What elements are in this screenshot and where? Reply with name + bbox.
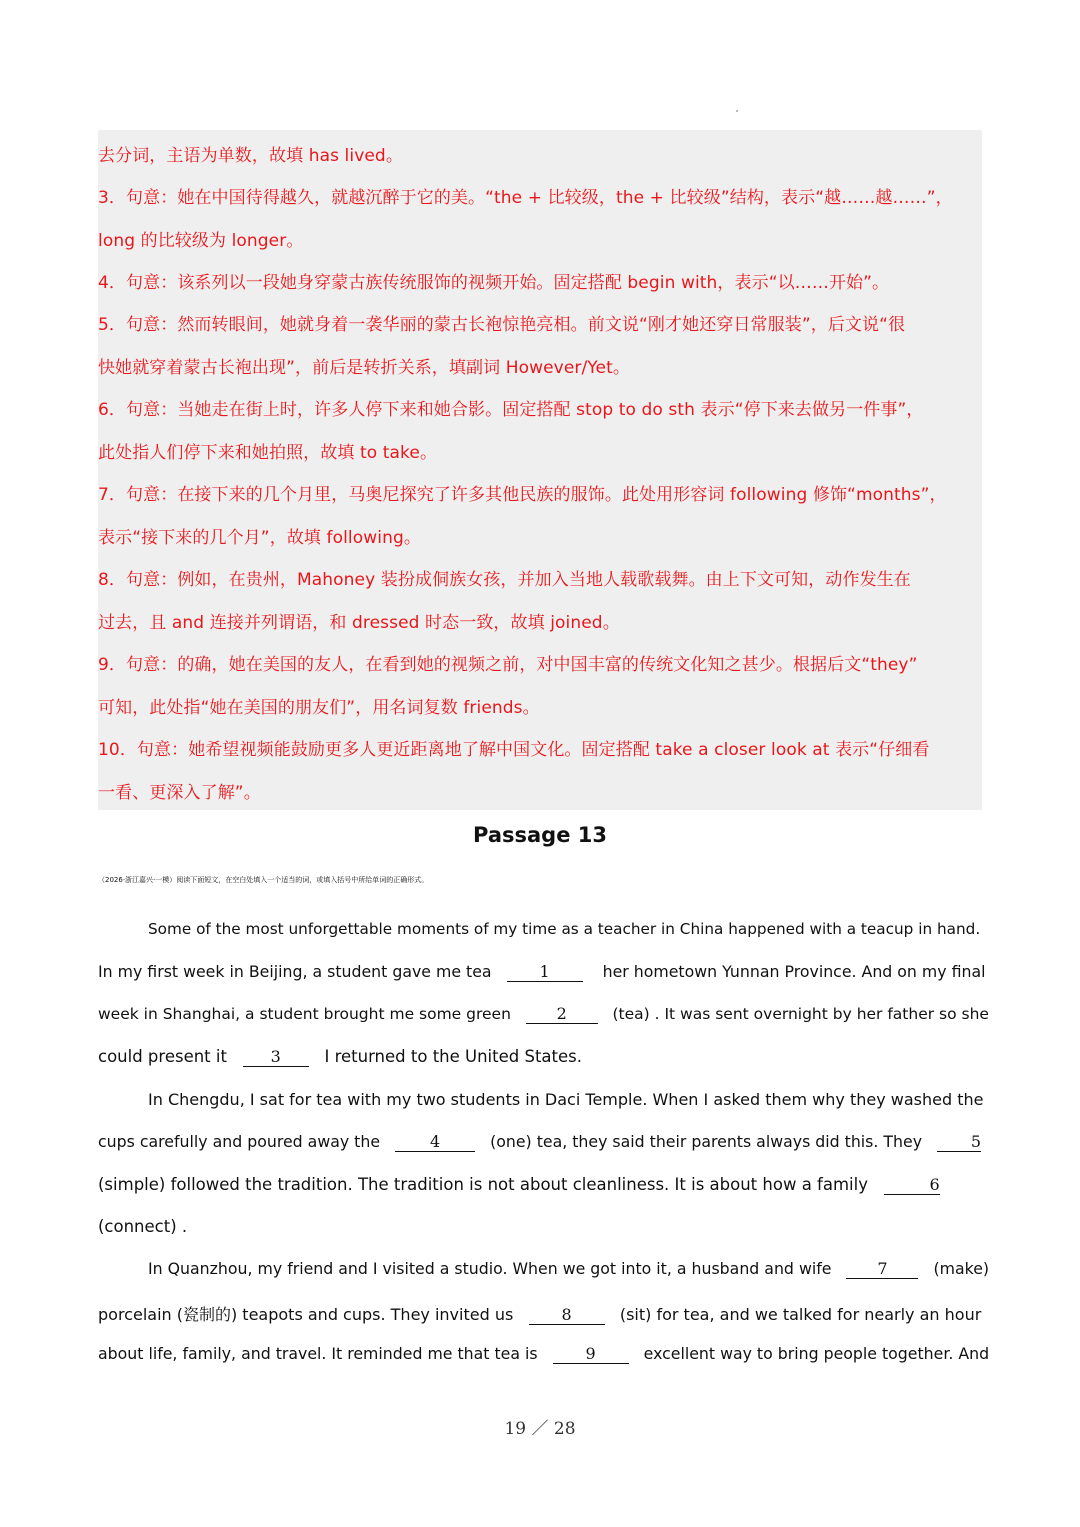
blank-5[interactable]: 5 bbox=[937, 1133, 981, 1152]
passage-line: about life, family, and travel. It reminded me that tea is 9 excellent way to bring people together. And bbox=[98, 1344, 990, 1363]
passage-line: cups carefully and poured away the 4 (one) tea, they said their parents always did this. They 5 bbox=[98, 1132, 982, 1151]
blank-3[interactable]: 3 bbox=[243, 1048, 309, 1067]
answer-line: 此处指人们停下来和她拍照，故填 to take。 bbox=[98, 443, 438, 463]
passage-line: (simple) followed the tradition. The tradition is not about cleanliness. It is about how a family 6 bbox=[98, 1175, 940, 1194]
passage-title: Passage 13 bbox=[473, 823, 607, 847]
answer-line: 10．句意：她希望视频能鼓励更多人更近距离地了解中国文化。固定搭配 take a closer look at 表示“仔细看 bbox=[98, 740, 930, 760]
page-speck bbox=[736, 110, 738, 112]
answer-line: 快她就穿着蒙古长袍出现”，前后是转折关系，填副词 However/Yet。 bbox=[98, 358, 630, 378]
passage-line: could present it 3 I returned to the United States. bbox=[98, 1047, 582, 1066]
passage-instruction: （2026·浙江嘉兴·一模）阅读下面短文，在空白处填入一个适当的词，或填入括号中所给单词的正确形式。 bbox=[98, 876, 429, 884]
answer-line: 过去，且 and 连接并列谓语，和 dressed 时态一致，故填 joined。 bbox=[98, 613, 620, 633]
passage-line: In my first week in Beijing, a student gave me tea 1 her hometown Yunnan Province. And on my final bbox=[98, 962, 986, 981]
answer-line: 表示“接下来的几个月”，故填 following。 bbox=[98, 528, 421, 548]
answer-line: 3．句意：她在中国待得越久，就越沉醉于它的美。“the + 比较级，the + 比较级”结构，表示“越……越……”， bbox=[98, 188, 953, 208]
answer-line: 可知，此处指“她在美国的朋友们”，用名词复数 friends。 bbox=[98, 698, 540, 718]
answer-line: 9．句意：的确，她在美国的友人，在看到她的视频之前，对中国丰富的传统文化知之甚少。根据后文“they” bbox=[98, 655, 918, 675]
blank-2[interactable]: 2 bbox=[526, 1005, 598, 1024]
passage-line: porcelain (瓷制的) teapots and cups. They invited us 8 (sit) for tea, and we talked for nearly an hour bbox=[98, 1305, 982, 1324]
passage-line: week in Shanghai, a student brought me some green 2 (tea) . It was sent overnight by her father so she bbox=[98, 1004, 989, 1023]
page-number: 19 ／ 28 bbox=[504, 1419, 576, 1439]
answer-line: 8．句意：例如，在贵州，Mahoney 装扮成侗族女孩，并加入当地人载歌载舞。由上下文可知，动作发生在 bbox=[98, 570, 911, 590]
blank-1[interactable]: 1 bbox=[507, 963, 583, 982]
passage-line: Some of the most unforgettable moments of my time as a teacher in China happened with a teacup in hand. bbox=[148, 920, 981, 938]
answer-line: long 的比较级为 longer。 bbox=[98, 231, 304, 251]
passage-line: In Chengdu, I sat for tea with my two students in Daci Temple. When I asked them why they washed the bbox=[148, 1090, 984, 1109]
blank-7[interactable]: 7 bbox=[846, 1260, 918, 1279]
passage-line: In Quanzhou, my friend and I visited a studio. When we got into it, a husband and wife 7 (make) bbox=[148, 1259, 990, 1278]
blank-6[interactable]: 6 bbox=[884, 1176, 940, 1195]
answer-line: 一看、更深入了解”。 bbox=[98, 783, 261, 803]
blank-4[interactable]: 4 bbox=[395, 1133, 475, 1152]
answer-line: 7．句意：在接下来的几个月里，马奥尼探究了许多其他民族的服饰。此处用形容词 following 修饰“months”， bbox=[98, 485, 947, 505]
answer-line: 4．句意：该系列以一段她身穿蒙古族传统服饰的视频开始。固定搭配 begin with，表示“以……开始”。 bbox=[98, 273, 890, 293]
answer-line: 5．句意：然而转眼间，她就身着一袭华丽的蒙古长袍惊艳亮相。前文说“刚才她还穿日常服装”，后文说“很 bbox=[98, 315, 906, 335]
blank-9[interactable]: 9 bbox=[553, 1345, 629, 1364]
blank-8[interactable]: 8 bbox=[529, 1306, 605, 1325]
answer-line: 6．句意：当她走在街上时，许多人停下来和她合影。固定搭配 stop to do sth 表示“停下来去做另一件事”， bbox=[98, 400, 924, 420]
answer-line: 去分词，主语为单数，故填 has lived。 bbox=[98, 146, 403, 166]
passage-line: (connect) . bbox=[98, 1217, 188, 1236]
